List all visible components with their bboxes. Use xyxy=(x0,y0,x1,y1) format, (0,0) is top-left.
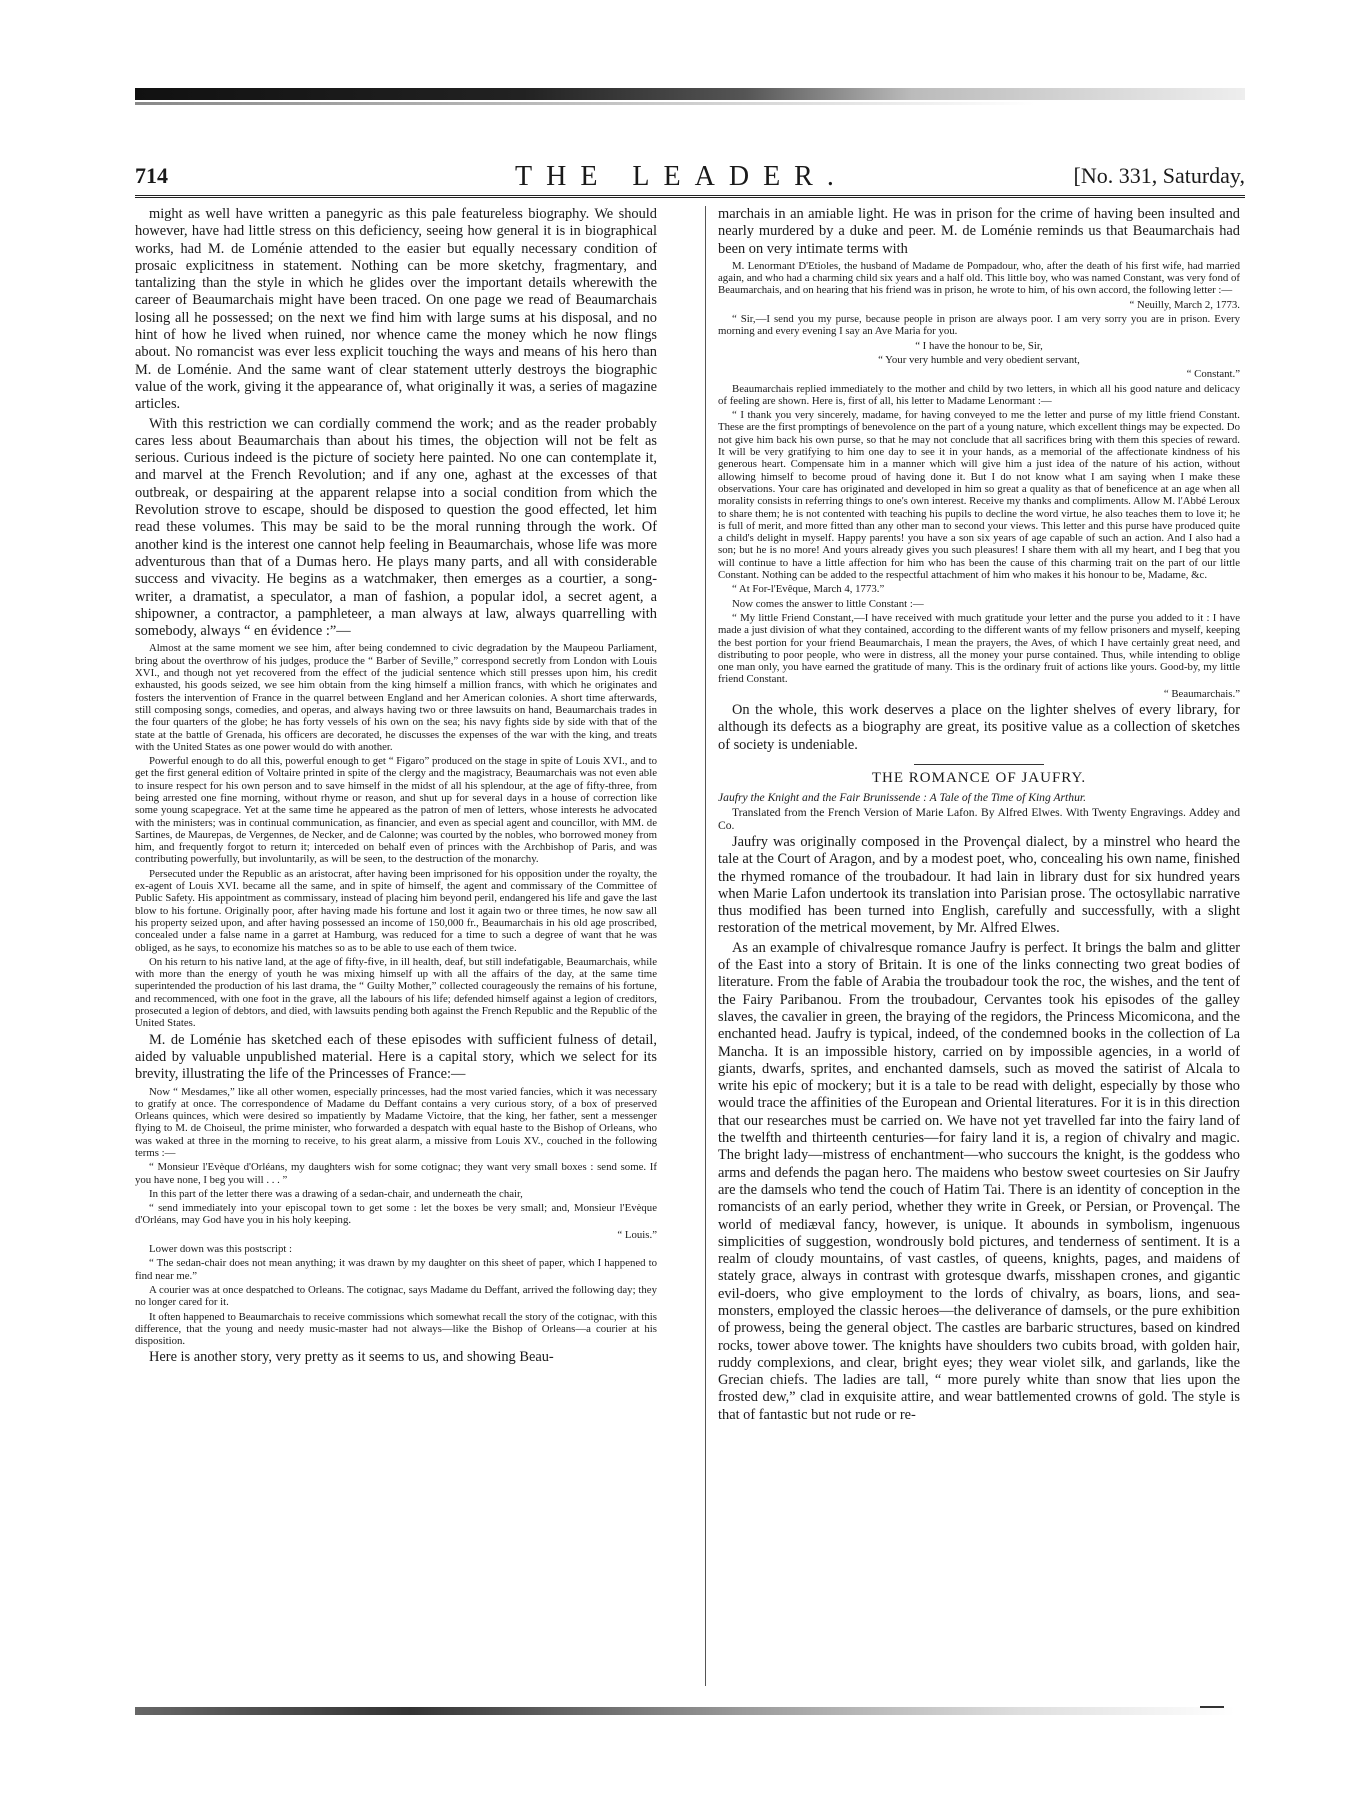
paragraph: “ send immediately into your episcopal town to get some : let the boxes be very small; and, Monsieur l'Evèque d'Orléans, may God have you in his holy keeping. xyxy=(135,1202,657,1227)
section-divider xyxy=(914,764,1044,765)
scan-edge-top-faint xyxy=(135,102,1035,105)
paragraph: M. de Loménie has sketched each of these episodes with sufficient fulness of detail, aided by valuable unpublished material. Here is a capital story, which we select for its brevity, illustrating the life of the Princesses of France:— xyxy=(135,1031,657,1083)
paragraph: might as well have written a panegyric as this pale featureless biography. We should however, have had little stress on this deficiency, seeing how general it is in biographical works, had M. de Loménie attended to the easier but equally necessary condition of prosaic explicitness in statement. Nothing can be more sketchy, fragmentary, and tantalizing than the style in which he glides over the important details wherewith the career of Beaumarchais might have been traced. On one page we read of Beaumarchais losing all he possessed; on the next we find him with large sums at his disposal, and no hint of how he lived when ruined, nor whence came the money which he now flings about. No romancist was ever less explicit touching the ways and means of his hero than M. de Loménie. And the same want of clear statement utterly destroys the biographic value of the work, giving it the appearance of, what originally it was, a series of magazine articles. xyxy=(135,206,657,413)
paragraph: With this restriction we can cordially commend the work; and as the reader probably cares less about Beaumarchais than about his times, the objection will not be felt as serious. Curious indeed is the picture of society here painted. No one can contemplate it, and marvel at the French Revolution; and if any one, aghast at the excesses of that outbreak, or despairing at the apparent relapse into a social condition from which the Revolution strove to escape, should be disposed to question the good effected, let him read these volumes. This may be said to be the moral running through the work. Of another kind is the interest one cannot help feeling in Beaumarchais, whose life was more adventurous than that of a Dumas hero. He plays many parts, and all with considerable success and vivacity. He begins as a watchmaker, then emerges as a courtier, a song-writer, a dramatist, a speculator, a man of fashion, a popular idol, a secret agent, a shipowner, a contractor, a pamphleteer, a man always at law, always quarrelling with somebody, always “ en évidence :”— xyxy=(135,415,657,640)
paragraph: Almost at the same moment we see him, after being condemned to civic degradation by the Maupeou Parliament, bring about the overthrow of his judges, produce the “ Barber of Seville,” correspond secretly from London with Louis XVI., and though not yet recovered from the effect of the judicial sentence which still presses upon him, his credit exhausted, his goods seized, we see him obtain from the king himself a million francs, with which he originates and fosters the intervention of France in the quarrel between England and her American colonies. A short time afterwards, still composing songs, comedies, and operas, and always having two or three lawsuits on hand, Beaumarchais trades in the four quarters of the globe; he has forty vessels of his own on the sea; his navy fights side by side with that of the state at the battle of Grenada, his officers are decorated, he discusses the expenses of the war with the king, and treats with the United States as one power would do with another. xyxy=(135,642,657,753)
paragraph: “ At For-l'Evêque, March 4, 1773.” xyxy=(732,583,885,596)
page-header xyxy=(135,163,1245,198)
paragraph: “ Neuilly, March 2, 1773. xyxy=(1129,298,1240,311)
scan-edge-top xyxy=(135,88,1245,100)
paragraph: Beaumarchais replied immediately to the mother and child by two letters, in which all his good nature and delicacy of feeling are shown. Here is, first of all, his letter to Madame Lenormant :— xyxy=(718,382,1240,407)
scan-edge-bottom xyxy=(135,1707,1235,1715)
paragraph: On the whole, this work deserves a place on the lighter shelves of every library, for although its defects as a biography are great, its positive value as a collection of sketches of society is undeniable. xyxy=(718,701,1240,753)
paragraph: Now “ Mesdames,” like all other women, especially princesses, had the most varied fancies, which it was necessary to gratify at once. The correspondence of Madame du Deffant contains a very curious story, of a box of preserved Orleans quinces, which were desired so impatiently by Madame Victoire, that the king, her father, sent a messenger flying to M. de Choiseul, the prime minister, who forwarded a despatch with equal haste to the Bishop of Orleans, who was waked at three in the morning to receive, to his great alarm, a missive from Louis XV., couched in the following terms :— xyxy=(135,1085,657,1159)
paragraph: In this part of the letter there was a drawing of a sedan-chair, and underneath the chair, xyxy=(149,1187,523,1200)
paragraph: It often happened to Beaumarchais to receive commissions which somewhat recall the story of the cotignac, with this difference, that the young and needy music-master had not always—like the Bishop of Orleans—a courier at his disposition. xyxy=(135,1310,657,1348)
paragraph: “ The sedan-chair does not mean anything; it was drawn by my daughter on this sheet of paper, which I happened to find near me.” xyxy=(135,1257,657,1282)
publication-title: THE LEADER. xyxy=(515,161,848,192)
paragraph: “ Constant.” xyxy=(1186,368,1240,381)
paragraph: “ Beaumarchais.” xyxy=(1163,687,1240,700)
section-title: THE ROMANCE OF JAUFRY. xyxy=(871,769,1087,786)
paragraph: “ Louis.” xyxy=(617,1228,657,1241)
paragraph: On his return to his native land, at the age of fifty-five, in ill health, deaf, but still indefatigable, Beaumarchais, while with more than the energy of youth he was mixing himself up with all the affairs of the day, at the same time superintended the production of his last drama, the “ Guilty Mother,” collected courageously the remains of his fortune, and recommenced, with one foot in the grave, all the labours of his life; defended himself against a legion of creditors, prosecuted a legion of debtors, and died, with lawsuits pending both against the French Republic and the Republic of the United States. xyxy=(135,955,657,1030)
paragraph: “ Your very humble and very obedient servant, xyxy=(878,353,1080,366)
book-subtitle: Translated from the French Version of Marie Lafon. By Alfred Elwes. With Twenty Engravings. Addey and Co. xyxy=(718,805,1240,832)
paragraph: “ Sir,—I send you my purse, because people in prison are always poor. I am very sorry you are in prison. Every morning and every evening I say an Ave Maria for you. xyxy=(718,313,1240,338)
paragraph: Now comes the answer to little Constant :— xyxy=(732,597,924,610)
column-divider xyxy=(705,206,706,1686)
paragraph: A courier was at once despatched to Orleans. The cotignac, says Madame du Deffant, arrived the following day; they no longer cared for it. xyxy=(135,1283,657,1309)
review-body xyxy=(718,834,1240,1424)
book-title: Jaufry the Knight and the Fair Brunissende : A Tale of the Time of King Arthur. xyxy=(718,790,1086,804)
paragraph: “ I thank you very sincerely, madame, for having conveyed to me the letter and purse of my little friend Constant. These are the first promptings of benevolence on the part of a young nature, which excellent things may be expected. Do not give him back his own purse, so that he may not conclude that all sacrifices bring with them this species of reward. It will be very gratifying to him one day to see it in your hands, as a memorial of the affectionate kindness of his generous heart. Compensate him in a manner which will give him a just idea of the nature of his action, without allowing himself to become proud of having done it. But I do not know what I am saying when I make these observations. Your care has originated and developed in him so great a quality as that of beneficence at an age when all morality consists in referring things to one's own interest. Receive my thanks and compliments. Allow M. l'Abbé Leroux to share them; he is not contented with teaching his pupils to decline the word virtue, he also teaches them to love it; he is full of merit, and more fitted than any other man to second your views. This letter and this purse have produced quite a child's delight in myself. Happy parents! you have a son six years of age capable of such an action. And I also had a son; but he is no more! And yours already gives you such pleasures! I share them with all my heart, and I beg that you will continue to have a little affection for him who has been the cause of this charming trait on the part of our little Constant. Nothing can be added to the respectful attachment of him who makes it his honour to be, Madame, &c. xyxy=(718,409,1240,582)
paragraph: As an example of chivalresque romance Jaufry is perfect. It brings the balm and glitter of the East into a story of Britain. It is one of the links connecting two great bodies of literature. From the fable of Arabia the troubadour took the roc, the wishes, and the tent of the Fairy Paribanou. From the troubadour, Cervantes took his episodes of the galley slaves, the cavalier in green, the braying of the regidors, the Princess Micomicona, and the enchanted head. Jaufry is typical, indeed, of the condemned books in the collection of La Mancha. It is an impossible history, carried on by impossible agencies, in a world of giants, dwarfs, sprites, and enchanted damsels, such as moved the satirist of Alcala to write his epic of mockery; but it is a tale to be read with delight, especially by those who would trace the affinities of the European and Oriental literatures. For it is in this direction that our researches must be carried on. We have not yet travelled far into the fairy land of the twelfth and thirteenth centuries—for fairy land it is, a region of chivalry and magic. The bright lady—mistress of enchantment—who succours the knight, is the goddess who arms and defends the pagan hero. The maidens who bestow sweet courtesies on Sir Jaufry are the damsels who tend the couch of Hatim Tai. There is an identity of conception in the romancists of an early period, whether they write in Greek, or Persian, or Provençal. The world of mediæval fancy, however, is unique. It abounds in symbolism, ingenuous simplicities of suggestion, wondrously bold pictures, and tenderness of sentiment. It is a realm of cloudy mountains, of vast castles, of queens, knights, pages, and maidens of stately grace, always in contrast with grotesque dwarfs, misshapen crones, and gigantic evil-doers, who give employment to the lords of chivalry, as boars, lions, and sea-monsters, employed the classic heroes—the deliverance of damsels, or the pure exhibition of prowess, being the general object. The castles are barbaric structures, based on kindred rocks, tower above tower. The knights have shoulders two cubits broad, with golden hair, ruddy complexions, and clear, bright eyes; they wear violet silk, and garlands, like the Grecian chiefs. The ladies are tall, “ more purely white than snow that lies upon the frosted dew,” clad in exquisite attire, and wear battlemented crowns of gold. The style is that of fantastic but not rude or re- xyxy=(718,939,1240,1423)
paragraph: M. Lenormant D'Etioles, the husband of Madame de Pompadour, who, after the death of his first wife, had married again, and who had a charming child six years and a half old. This little boy, who was named Constant, was very fond of Beaumarchais, and on hearing that his friend was in prison, he wrote to him, of his own accord, the following letter :— xyxy=(718,259,1240,297)
right-column xyxy=(718,206,1240,1686)
paragraph: “ My little Friend Constant,—I have received with much gratitude your letter and the purse you added to it : I have made a just division of what they contained, according to the different wants of my fellow prisoners and myself, keeping the best portion for your friend Beaumarchais, I mean the prayers, the Aves, of which I have certainly great need, and distributing to poor people, who were in distress, all the money your purse contained. Thus, while intending to oblige one man only, you have earned the gratitude of many. This is the ordinary fruit of actions like yours. Good-by, my little friend Constant. xyxy=(718,611,1240,686)
paragraph: “ I have the honour to be, Sir, xyxy=(915,339,1043,352)
paragraph: marchais in an amiable light. He was in prison for the crime of having been insulted and nearly murdered by a duke and peer. M. de Loménie reminds us that Beaumarchais had been on very intimate terms with xyxy=(718,206,1240,257)
right-column-article-end xyxy=(718,206,1240,754)
paragraph: Lower down was this postscript : xyxy=(149,1243,293,1256)
paragraph: Powerful enough to do all this, powerful enough to get “ Figaro” produced on the stage in spite of Louis XVI., and to get the first general edition of Voltaire printed in spite of the clergy and the magistracy, Beaumarchais was not even able to insure respect for his own person and to save himself in the midst of all his splendour, at the age of fifty-three, from being arrested one fine morning, without rhyme or reason, and shut up for several days in a house of correction like some young scapegrace. Yet at the same time he appeared as the patron of men of letters, whose interests he advocated with the ministers; was in continual communication, as financier, and even as special agent and councillor, with MM. de Sartines, de Maurepas, de Vergennes, de Necker, and de Calonne; was courted by the nobles, who borrowed money from him, and frequently forgot to return it; interceded on behalf even of princes with the Archbishop of Paris, and was contributing powerfully, but involuntarily, as will be seen, to the destruction of the monarchy. xyxy=(135,755,657,866)
paragraph: Persecuted under the Republic as an aristocrat, after having been imprisoned for his opposition under the royalty, the ex-agent of Louis XVI. became all the same, and in spite of himself, the agent and commissary of the Committee of Public Safety. His appointment as commissary, instead of placing him beyond peril, endangered his life and gave the last blow to his fortune. Originally poor, after having made his fortune and lost it again two or three times, he now saw all his property seized upon, and after having possessed an income of 150,000 fr., Beaumarchais in his old age proscribed, concealed under a false name in a garret at Hamburg, was reduced for a time to such a degree of want that he was obliged, as he says, to economize his matches so as to be able to use each of them twice. xyxy=(135,867,657,954)
paragraph: Jaufry was originally composed in the Provençal dialect, by a minstrel who heard the tale at the Court of Aragon, and by a modest poet, who, concealing his own name, finished the rhymed romance of the troubadour. It had lain in library dust for six hundred years when Marie Lafon undertook its translation into Parisian prose. The octosyllabic narrative thus modified has been turned into English, carefully and successfully, with a slight restoration of the metrical movement, by Mr. Alfred Elwes. xyxy=(718,833,1240,937)
issue-label: [No. 331, Saturday, xyxy=(1073,163,1245,188)
left-column xyxy=(135,206,657,1686)
paragraph: Here is another story, very pretty as it seems to us, and showing Beau- xyxy=(149,1349,554,1366)
paragraph: “ Monsieur l'Evèque d'Orléans, my daughters wish for some cotignac; they want very small boxes : send some. If you have none, I beg you will . . . ” xyxy=(135,1161,657,1186)
scan-mark xyxy=(1200,1696,1224,1708)
page-number: 714 xyxy=(135,163,168,188)
